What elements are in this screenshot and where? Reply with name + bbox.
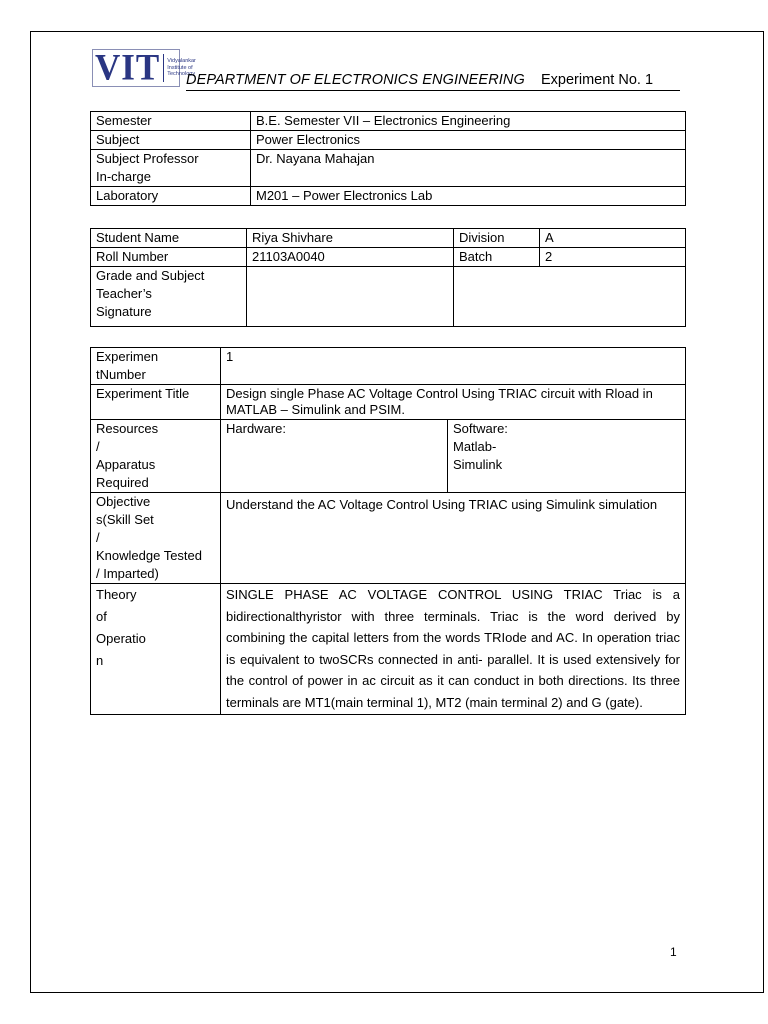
table-row (91, 229, 686, 248)
professor-label (91, 150, 251, 187)
objectives-label (91, 493, 221, 584)
table-row (91, 385, 686, 420)
experiment-number-value: 1 (221, 348, 686, 385)
grade-label-line: Signature (96, 304, 152, 319)
label-line: Knowledge Tested (96, 548, 203, 563)
course-info-table (90, 111, 686, 206)
batch-label: Batch (454, 248, 540, 267)
semester-label: Semester (91, 112, 251, 131)
label-line: Theory (96, 587, 137, 602)
table-row (91, 112, 686, 131)
label-line: Resources (96, 421, 159, 436)
label-line: of (96, 609, 107, 624)
table-row (91, 267, 686, 327)
professor-value: Dr. Nayana Mahajan (251, 150, 686, 187)
label-line: / (96, 530, 100, 545)
objectives-value: Understand the AC Voltage Control Using TRIAC using Simulink simulation (221, 493, 686, 584)
table-row (91, 187, 686, 206)
logo-mark: VIT (95, 47, 161, 88)
software-value-line: Matlab- (453, 439, 497, 454)
label-line: Operatio (96, 631, 146, 646)
professor-label-line: In-charge (96, 169, 151, 184)
logo-sub-line: Technology (167, 71, 196, 78)
table-row (91, 150, 686, 187)
roll-number-value: 21103A0040 (247, 248, 454, 267)
department-title: DEPARTMENT OF ELECTRONICS ENGINEERING (186, 72, 525, 88)
signature-cell (454, 267, 686, 327)
logo-sub-line: Institute of (167, 64, 193, 71)
table-row (91, 420, 686, 493)
experiment-title-value: Design single Phase AC Voltage Control Using TRIAC circuit with Rload in MATLAB – Simulink and PSIM. (221, 385, 686, 420)
experiment-details-table (90, 347, 686, 715)
student-info-table (90, 228, 686, 327)
label-line: s(Skill Set (96, 512, 154, 527)
label-line: / (96, 439, 100, 454)
theory-label (91, 584, 221, 715)
lab-value: M201 – Power Electronics Lab (251, 187, 686, 206)
software-label: Software: (453, 421, 508, 436)
lab-label: Laboratory (91, 187, 251, 206)
header-underline (186, 90, 680, 91)
label-line: / Imparted) (96, 566, 159, 581)
vit-logo (92, 47, 196, 88)
software-cell (448, 420, 686, 493)
subject-label: Subject (91, 131, 251, 150)
student-name-label: Student Name (91, 229, 247, 248)
hardware-cell: Hardware: (221, 420, 448, 493)
professor-label-line: Subject Professor (96, 151, 199, 166)
label-line: n (96, 653, 104, 668)
label-line: tNumber (96, 367, 146, 382)
label-line: Experimen (96, 349, 159, 364)
experiment-title-label: Experiment Title (91, 385, 221, 420)
grade-signature-cell (247, 267, 454, 327)
roll-number-label: Roll Number (91, 248, 247, 267)
table-row (91, 584, 686, 715)
resources-label (91, 420, 221, 493)
table-row (91, 348, 686, 385)
grade-label-line: Grade and Subject (96, 268, 205, 283)
experiment-number-label (91, 348, 221, 385)
grade-signature-label (91, 267, 247, 327)
theory-value: SINGLE PHASE AC VOLTAGE CONTROL USING TRIAC Triac is a bidirectionalthyristor with three terminals. Triac is the word derived by combining the capital letters from the words TRIode and AC. In operation triac is equivalent to twoSCRs connected in anti- parallel. It is used extensively for the control of power in ac circuit as it can conduct in both directions. Its three terminals are MT1(main terminal 1), MT2 (main terminal 2) and G (gate). (221, 584, 686, 715)
label-line: Required (96, 475, 149, 490)
experiment-number-heading: Experiment No. 1 (541, 72, 654, 88)
student-name-value: Riya Shivhare (247, 229, 454, 248)
division-label: Division (454, 229, 540, 248)
grade-label-line: Teacher’s (96, 286, 152, 301)
batch-value: 2 (540, 248, 686, 267)
software-value-line: Simulink (453, 457, 503, 472)
label-line: Apparatus (96, 457, 156, 472)
division-value: A (540, 229, 686, 248)
table-row (91, 248, 686, 267)
label-line: Objective (96, 494, 151, 509)
subject-value: Power Electronics (251, 131, 686, 150)
logo-sub-line: Vidyalankar (167, 58, 196, 65)
table-row (91, 493, 686, 584)
table-row (91, 131, 686, 150)
page-number: 1 (670, 945, 677, 959)
semester-value: B.E. Semester VII – Electronics Engineering (251, 112, 686, 131)
